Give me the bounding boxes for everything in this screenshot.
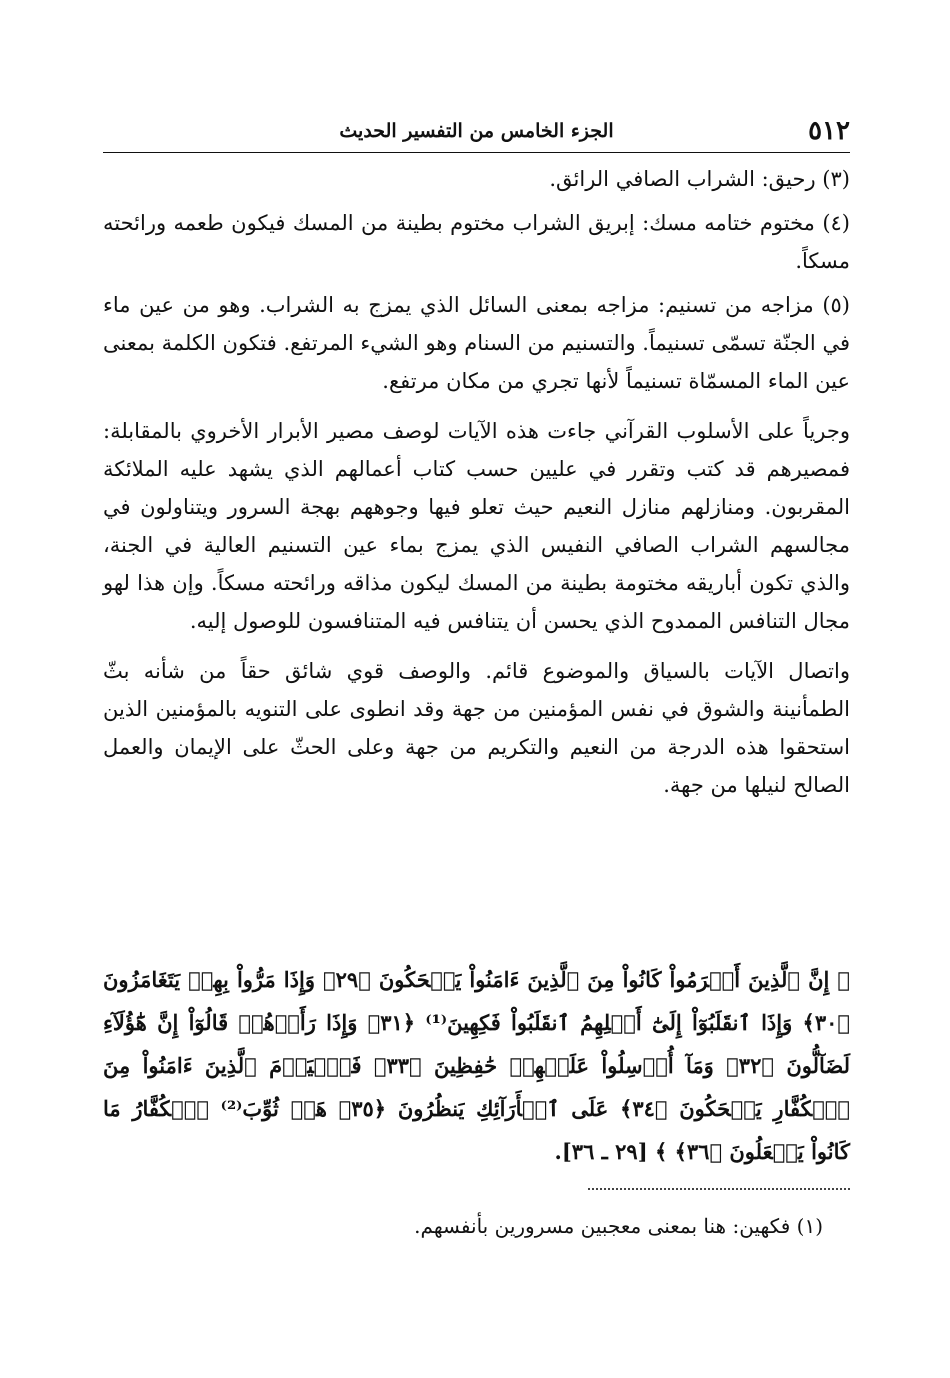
- header-divider: [103, 152, 850, 153]
- body-text: [103, 160, 850, 810]
- page-header: [103, 112, 850, 152]
- page-number: ٥١٢: [808, 116, 850, 146]
- footnote: (١) فكهين: هنا بمعنى معجبين مسرورين بأنفسهم.: [414, 1214, 823, 1238]
- footnote-item-4: (٤) مختوم ختامه مسك: إبريق الشراب مختوم بطينة من المسك فيكون طعمه ورائحته مسكاً.: [103, 211, 850, 273]
- commentary-paragraph: وجرياً على الأسلوب القرآني جاءت هذه الآيات لوصف مصير الأبرار الأخروي بالمقابلة: فمصيرهم قد كتب وتقرر في عليين حسب كتاب أعمالهم الذي يشهد عليه الملائكة المقربون. ومنازلهم منازل النعيم حيث تعلو فيها وجوههم بهجة السرور ويتناولون في مجالسهم الشراب الصافي النفيس الذي يمزج بماء عين التسنيم العالية في الجنة، والذي تكون أباريقه مختومة بطينة من المسك ليكون مذاقه ورائحته مسكاً. وإن هذا لهو مجال التنافس الممدوح الذي يحسن أن يتنافس فيه المتنافسون للوصول إليه.: [103, 419, 850, 633]
- footnote-item-3: (٣) رحيق: الشراب الصافي الرائق.: [549, 167, 850, 191]
- footnote-item-5: (٥) مزاجه من تسنيم: مزاجه بمعنى السائل الذي يمزج به الشراب. وهو من عين ماء في الجنّة تسمّى تسنيماً. والتسنيم من السنام وهو الشيء المرتفع. فتكون الكلمة بمعنى عين الماء المسمّاة تسنيماً لأنها تجري من مكان مرتفع.: [103, 293, 850, 393]
- quran-verses: ﴿ إِنَّ ٱلَّذِينَ أَجۡرَمُواْ كَانُواْ مِنَ ٱلَّذِينَ ءَامَنُواْ يَضۡحَكُونَ ﴿٢٩﴾ وَإِذَا مَرُّواْ بِهِمۡ يَتَغَامَزُونَ ﴿٣٠﴾ وَإِذَا ٱنقَلَبُوٓاْ إِلَىٰٓ أَهۡلِهِمُ ٱنقَلَبُواْ فَكِهِينَ⁽¹⁾ ﴿٣١﴾ وَإِذَا رَأَوۡهُمۡ قَالُوٓاْ إِنَّ هَٰٓؤُلَآءِ لَضَآلُّونَ ﴿٣٢﴾ وَمَآ أُرۡسِلُواْ عَلَيۡهِمۡ حَٰفِظِينَ ﴿٣٣﴾ فَٱلۡيَوۡمَ ٱلَّذِينَ ءَامَنُواْ مِنَ ٱلۡكُفَّارِ يَضۡحَكُونَ ﴿٣٤﴾ عَلَى ٱلۡأَرَآئِكِ يَنظُرُونَ ﴿٣٥﴾ هَلۡ ثُوِّبَ⁽²⁾ ٱلۡكُفَّارُ مَا كَانُواْ يَفۡعَلُونَ ﴿٣٦﴾ ﴾ [٢٩ ـ ٣٦].: [103, 967, 851, 1164]
- running-title: الجزء الخامس من التفسير الحديث: [339, 120, 614, 142]
- footnote-divider: [588, 1188, 850, 1190]
- commentary-paragraph: واتصال الآيات بالسياق والموضوع قائم. والوصف قوي شائق حقاً من شأنه بثّ الطمأنينة والشوق في نفس المؤمنين من جهة وقد انطوى على التنويه بالمؤمنين الذين استحقوا هذه الدرجة من النعيم والتكريم من جهة وعلى الحثّ على الإيمان والعمل الصالح لنيلها من جهة.: [103, 659, 850, 797]
